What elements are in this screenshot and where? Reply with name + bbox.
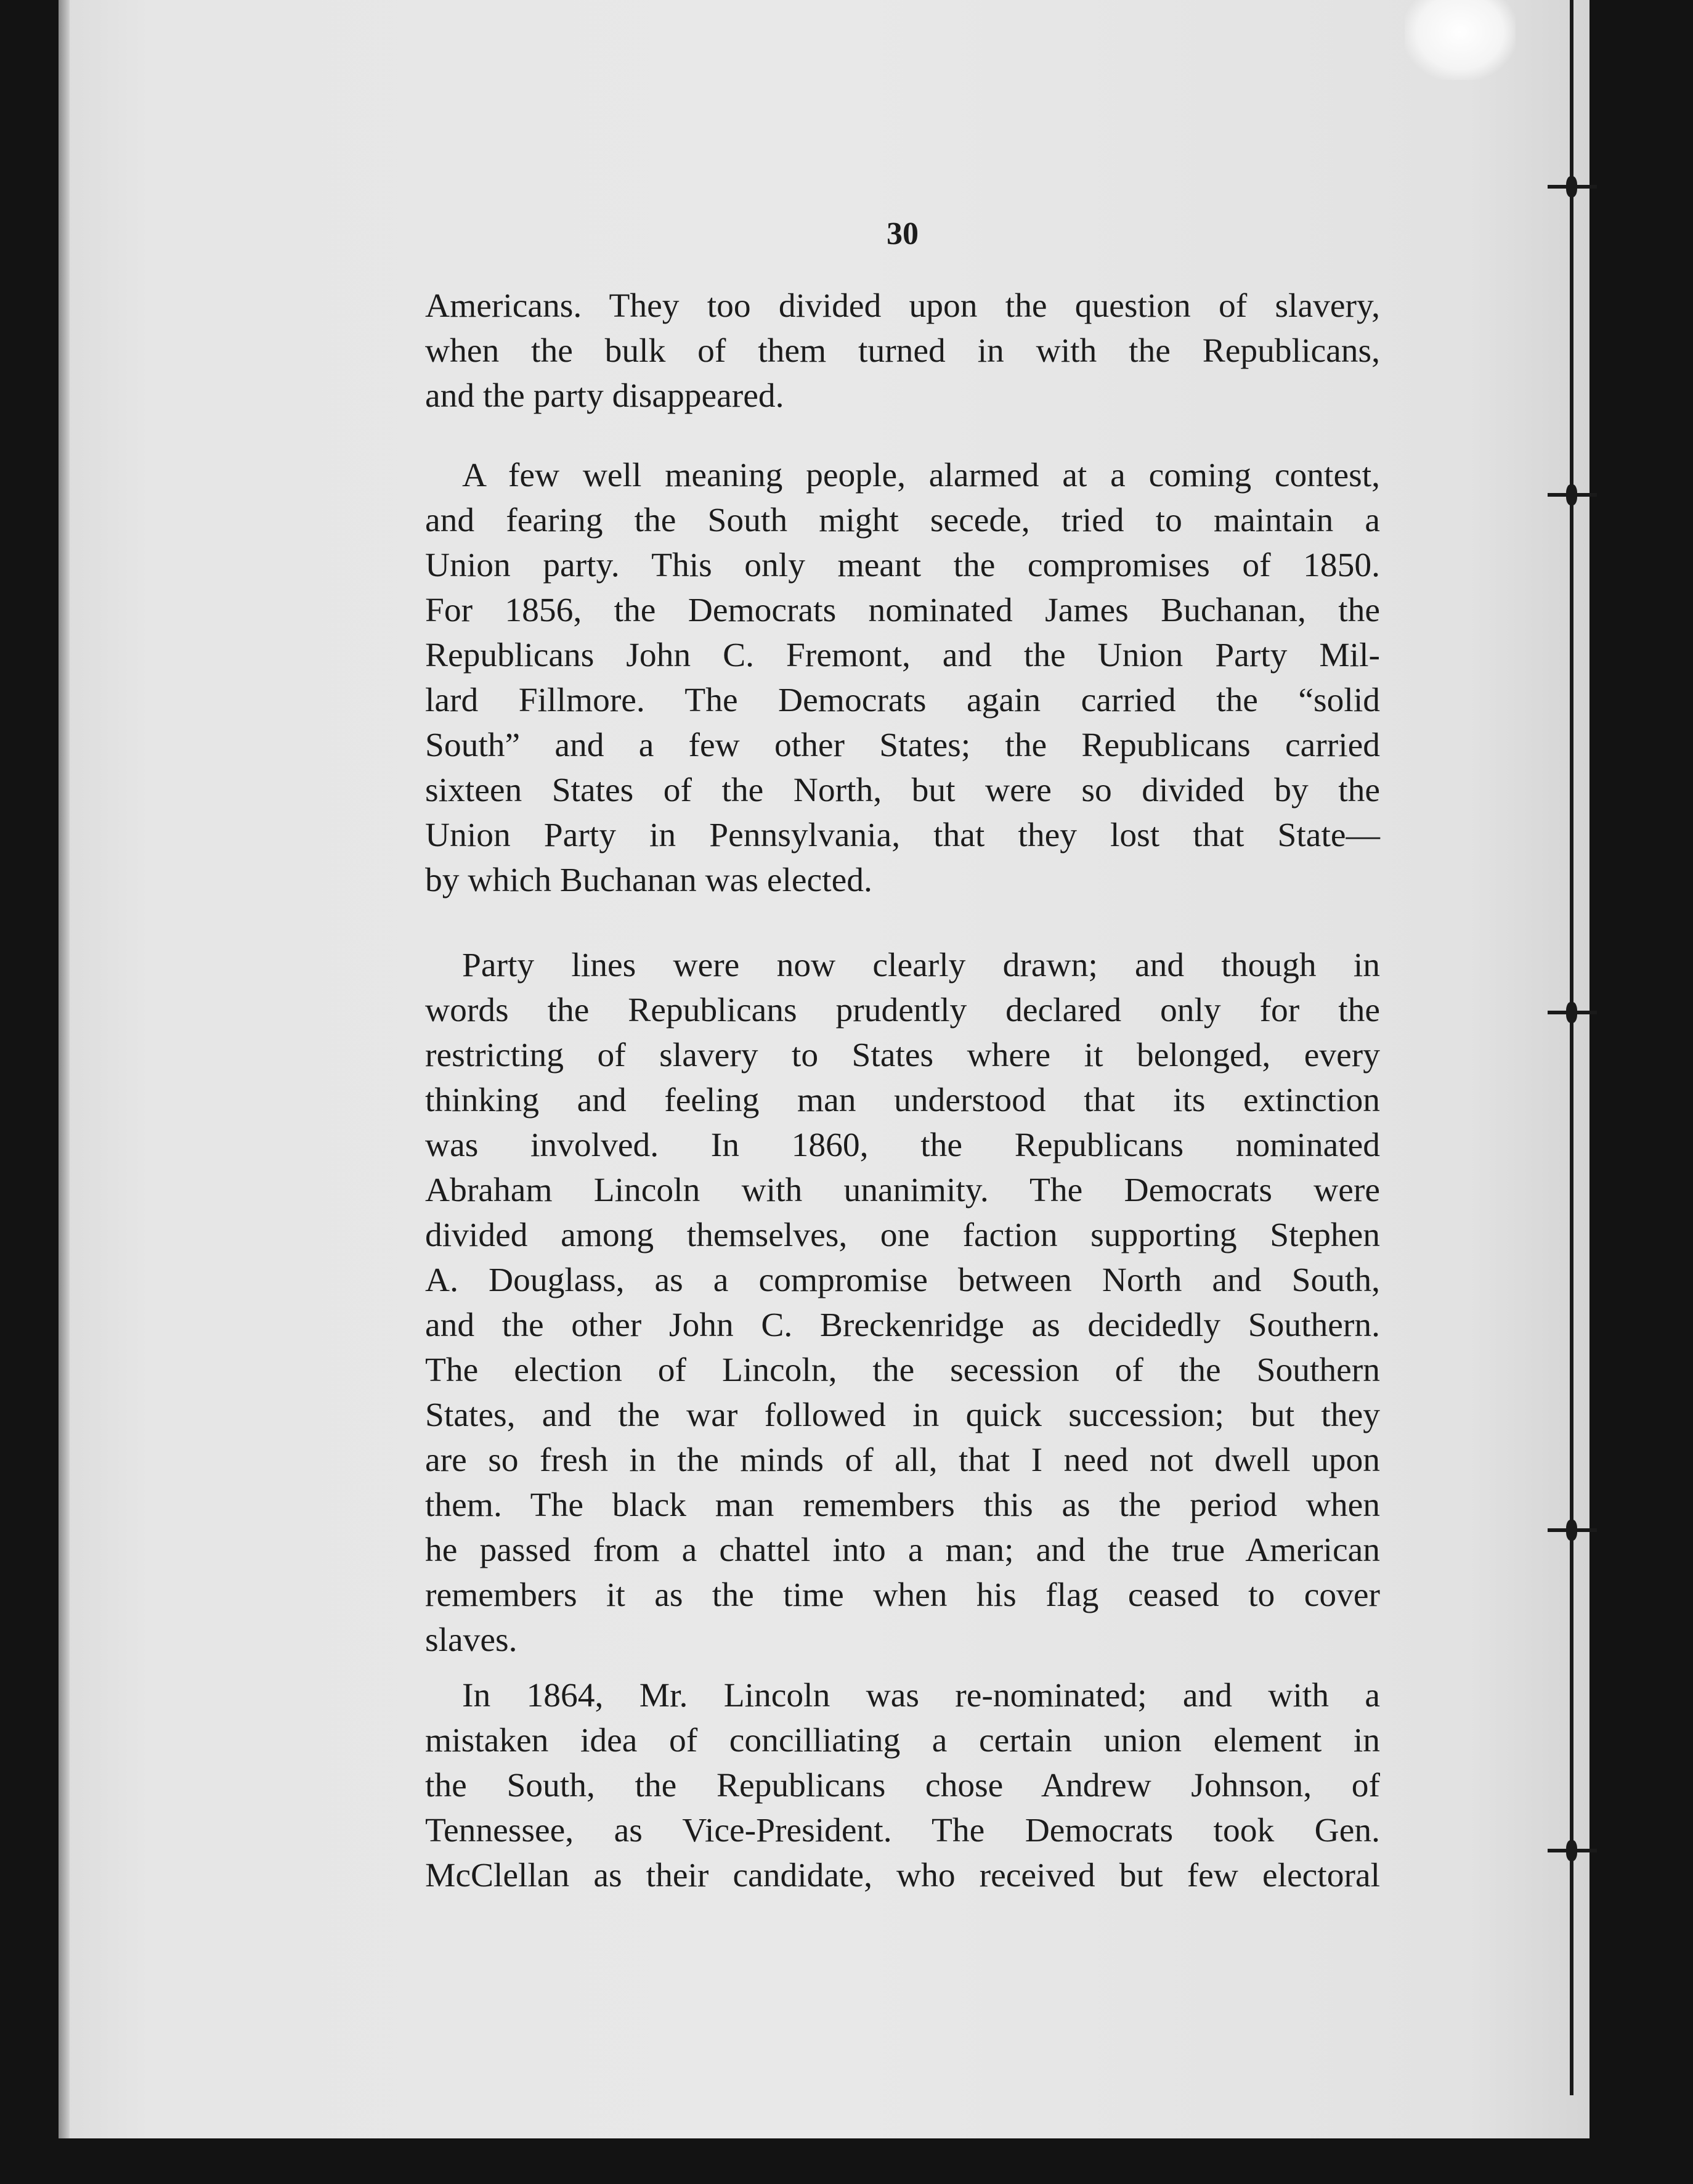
text-line: and the party disappeared. xyxy=(425,377,784,415)
text-line: slaves. xyxy=(425,1621,518,1659)
paragraph-4 xyxy=(425,1673,1380,1898)
text-line: the South, the Republicans chose Andrew Johnson, of xyxy=(425,1767,1380,1804)
text-line: McClellan as their candidate, who received but few electoral xyxy=(425,1857,1380,1894)
paper-damage-mark xyxy=(1405,0,1516,80)
text-line: sixteen States of the North, but were so divided by the xyxy=(425,772,1380,809)
text-line: Americans. They too divided upon the question of slavery, xyxy=(425,287,1380,325)
text-line: Abraham Lincoln with unanimity. The Democrats were xyxy=(425,1171,1380,1209)
text-line: are so fresh in the minds of all, that I need not dwell upon xyxy=(425,1441,1380,1479)
text-line: remembers it as the time when his flag ceased to cover xyxy=(425,1576,1380,1614)
paragraph-3 xyxy=(425,943,1380,1663)
text-line: A few well meaning people, alarmed at a coming contest, xyxy=(462,457,1380,494)
text-line: when the bulk of them turned in with the Republicans, xyxy=(425,332,1380,370)
binding-stitch xyxy=(1548,1011,1597,1014)
text-line: mistaken idea of concilliating a certain union element in xyxy=(425,1722,1380,1759)
binding-stitch xyxy=(1548,1849,1597,1852)
text-line: was involved. In 1860, the Republicans nominated xyxy=(425,1127,1380,1164)
text-line: restricting of slavery to States where it belonged, every xyxy=(425,1037,1380,1074)
text-line: them. The black man remembers this as the period when xyxy=(425,1486,1380,1524)
text-line: by which Buchanan was elected. xyxy=(425,862,872,899)
text-line: In 1864, Mr. Lincoln was re-nominated; and with a xyxy=(462,1677,1380,1714)
text-line: A. Douglass, as a compromise between North and South, xyxy=(425,1261,1380,1299)
text-line: and the other John C. Breckenridge as decidedly Southern. xyxy=(425,1306,1380,1344)
text-line: For 1856, the Democrats nominated James Buchanan, the xyxy=(425,592,1380,629)
text-line: States, and the war followed in quick succession; but they xyxy=(425,1396,1380,1434)
text-line: The election of Lincoln, the secession of the Southern xyxy=(425,1351,1380,1389)
text-line: thinking and feeling man understood that its extinction xyxy=(425,1082,1380,1119)
text-line: Party lines were now clearly drawn; and though in xyxy=(462,947,1380,984)
text-line: South” and a few other States; the Republicans carried xyxy=(425,727,1380,764)
text-line: Tennessee, as Vice-President. The Democrats took Gen. xyxy=(425,1812,1380,1849)
page-number: 30 xyxy=(887,216,919,251)
text-line: he passed from a chattel into a man; and the true American xyxy=(425,1531,1380,1569)
text-line: Union Party in Pennsylvania, that they lost that State— xyxy=(425,817,1380,854)
text-line: words the Republicans prudently declared only for the xyxy=(425,992,1380,1029)
binding-stitch xyxy=(1548,1528,1597,1532)
paragraph-1 xyxy=(425,283,1380,418)
page-edge xyxy=(59,0,70,2138)
binding-stitch xyxy=(1548,185,1597,189)
text-line: Republicans John C. Fremont, and the Union Party Mil- xyxy=(425,637,1380,674)
text-line: lard Fillmore. The Democrats again carried the “solid xyxy=(425,682,1380,719)
text-line: Union party. This only meant the compromises of 1850. xyxy=(425,547,1380,584)
text-line: divided among themselves, one faction supporting Stephen xyxy=(425,1216,1380,1254)
binding-stitch xyxy=(1548,493,1597,497)
paragraph-2 xyxy=(425,453,1380,903)
binding-thread xyxy=(1570,0,1573,2095)
text-line: and fearing the South might secede, tried to maintain a xyxy=(425,502,1380,539)
